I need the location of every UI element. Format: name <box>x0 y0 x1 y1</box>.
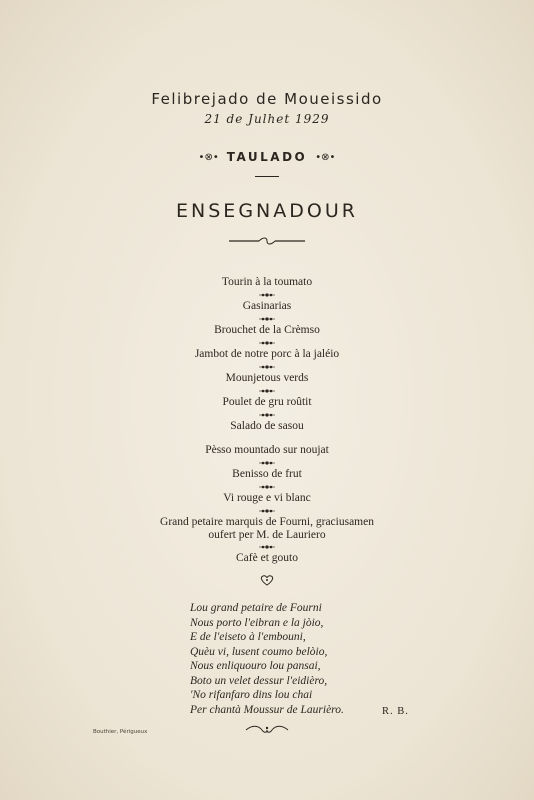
printer-credit: Bouthier, Périgueux <box>93 729 148 735</box>
menu-item: Mounjetous verds <box>225 372 309 384</box>
menu-item: Gasinarias <box>242 300 292 312</box>
right-ornament-icon: •⊗• <box>315 151 336 163</box>
short-rule <box>255 176 279 177</box>
menu-title: ENSEGNADOUR <box>176 200 358 222</box>
section-heading <box>0 150 534 164</box>
poem-line: Lou grand petaire de Fourni <box>190 602 322 614</box>
menu-item: Jambot de notre porc à la jaléio <box>194 348 340 360</box>
poem-line: Quèu vi, lusent coumo belòio, <box>190 645 328 658</box>
menu-item: Pèsso mountado sur noujat <box>205 444 329 456</box>
separator-ornament-icon <box>257 364 277 370</box>
signature: R. B. <box>382 706 409 717</box>
menu-item: Brouchet de la Crèmso <box>214 324 320 336</box>
menu-item: Vi rouge e vi blanc <box>223 492 311 504</box>
poem-line: Per chantà Moussur de Laurièro. <box>190 703 344 716</box>
separator-ornament-icon <box>257 412 277 418</box>
poem-line: Boto un velet dessur l'eidièro, <box>190 674 328 687</box>
separator-ornament-icon <box>257 544 277 550</box>
flourish-divider-icon <box>229 236 305 246</box>
menu-item: Benisso de frut <box>232 468 302 480</box>
separator-ornament-icon <box>257 316 277 322</box>
heart-ornament-icon <box>258 573 276 587</box>
menu-item: Cafè et gouto <box>236 552 298 564</box>
poem-line: Nous enliquouro lou pansai, <box>190 660 321 672</box>
menu-item: Salado de sasou <box>230 420 304 432</box>
separator-ornament-icon <box>257 484 277 490</box>
poem-line: Nous porto l'eibran e la jòio, <box>190 616 324 629</box>
section-label: TAULADO <box>226 150 308 164</box>
separator-ornament-icon <box>257 460 277 466</box>
bottom-flourish-icon <box>244 724 290 736</box>
menu-item: Poulet de gru roûtit <box>222 396 312 408</box>
event-date: 21 de Julhet 1929 <box>204 112 330 126</box>
event-title: Felibrejado de Moueissido <box>151 90 383 108</box>
poem-line: E de l'eiseto à l'embouni, <box>190 631 306 643</box>
left-ornament-icon: •⊗• <box>198 151 219 163</box>
separator-ornament-icon <box>257 508 277 514</box>
menu-item: Grand petaire marquis de Fourni, graciusamen <box>160 516 374 528</box>
separator-ornament-icon <box>257 340 277 346</box>
menu-item: oufert per M. de Lauriero <box>208 529 326 541</box>
menu-item: Tourin à la toumato <box>221 276 313 288</box>
separator-ornament-icon <box>257 292 277 298</box>
poem-line: 'No rifanfaro dins lou chai <box>190 689 313 701</box>
poem <box>190 601 344 717</box>
separator-ornament-icon <box>257 388 277 394</box>
